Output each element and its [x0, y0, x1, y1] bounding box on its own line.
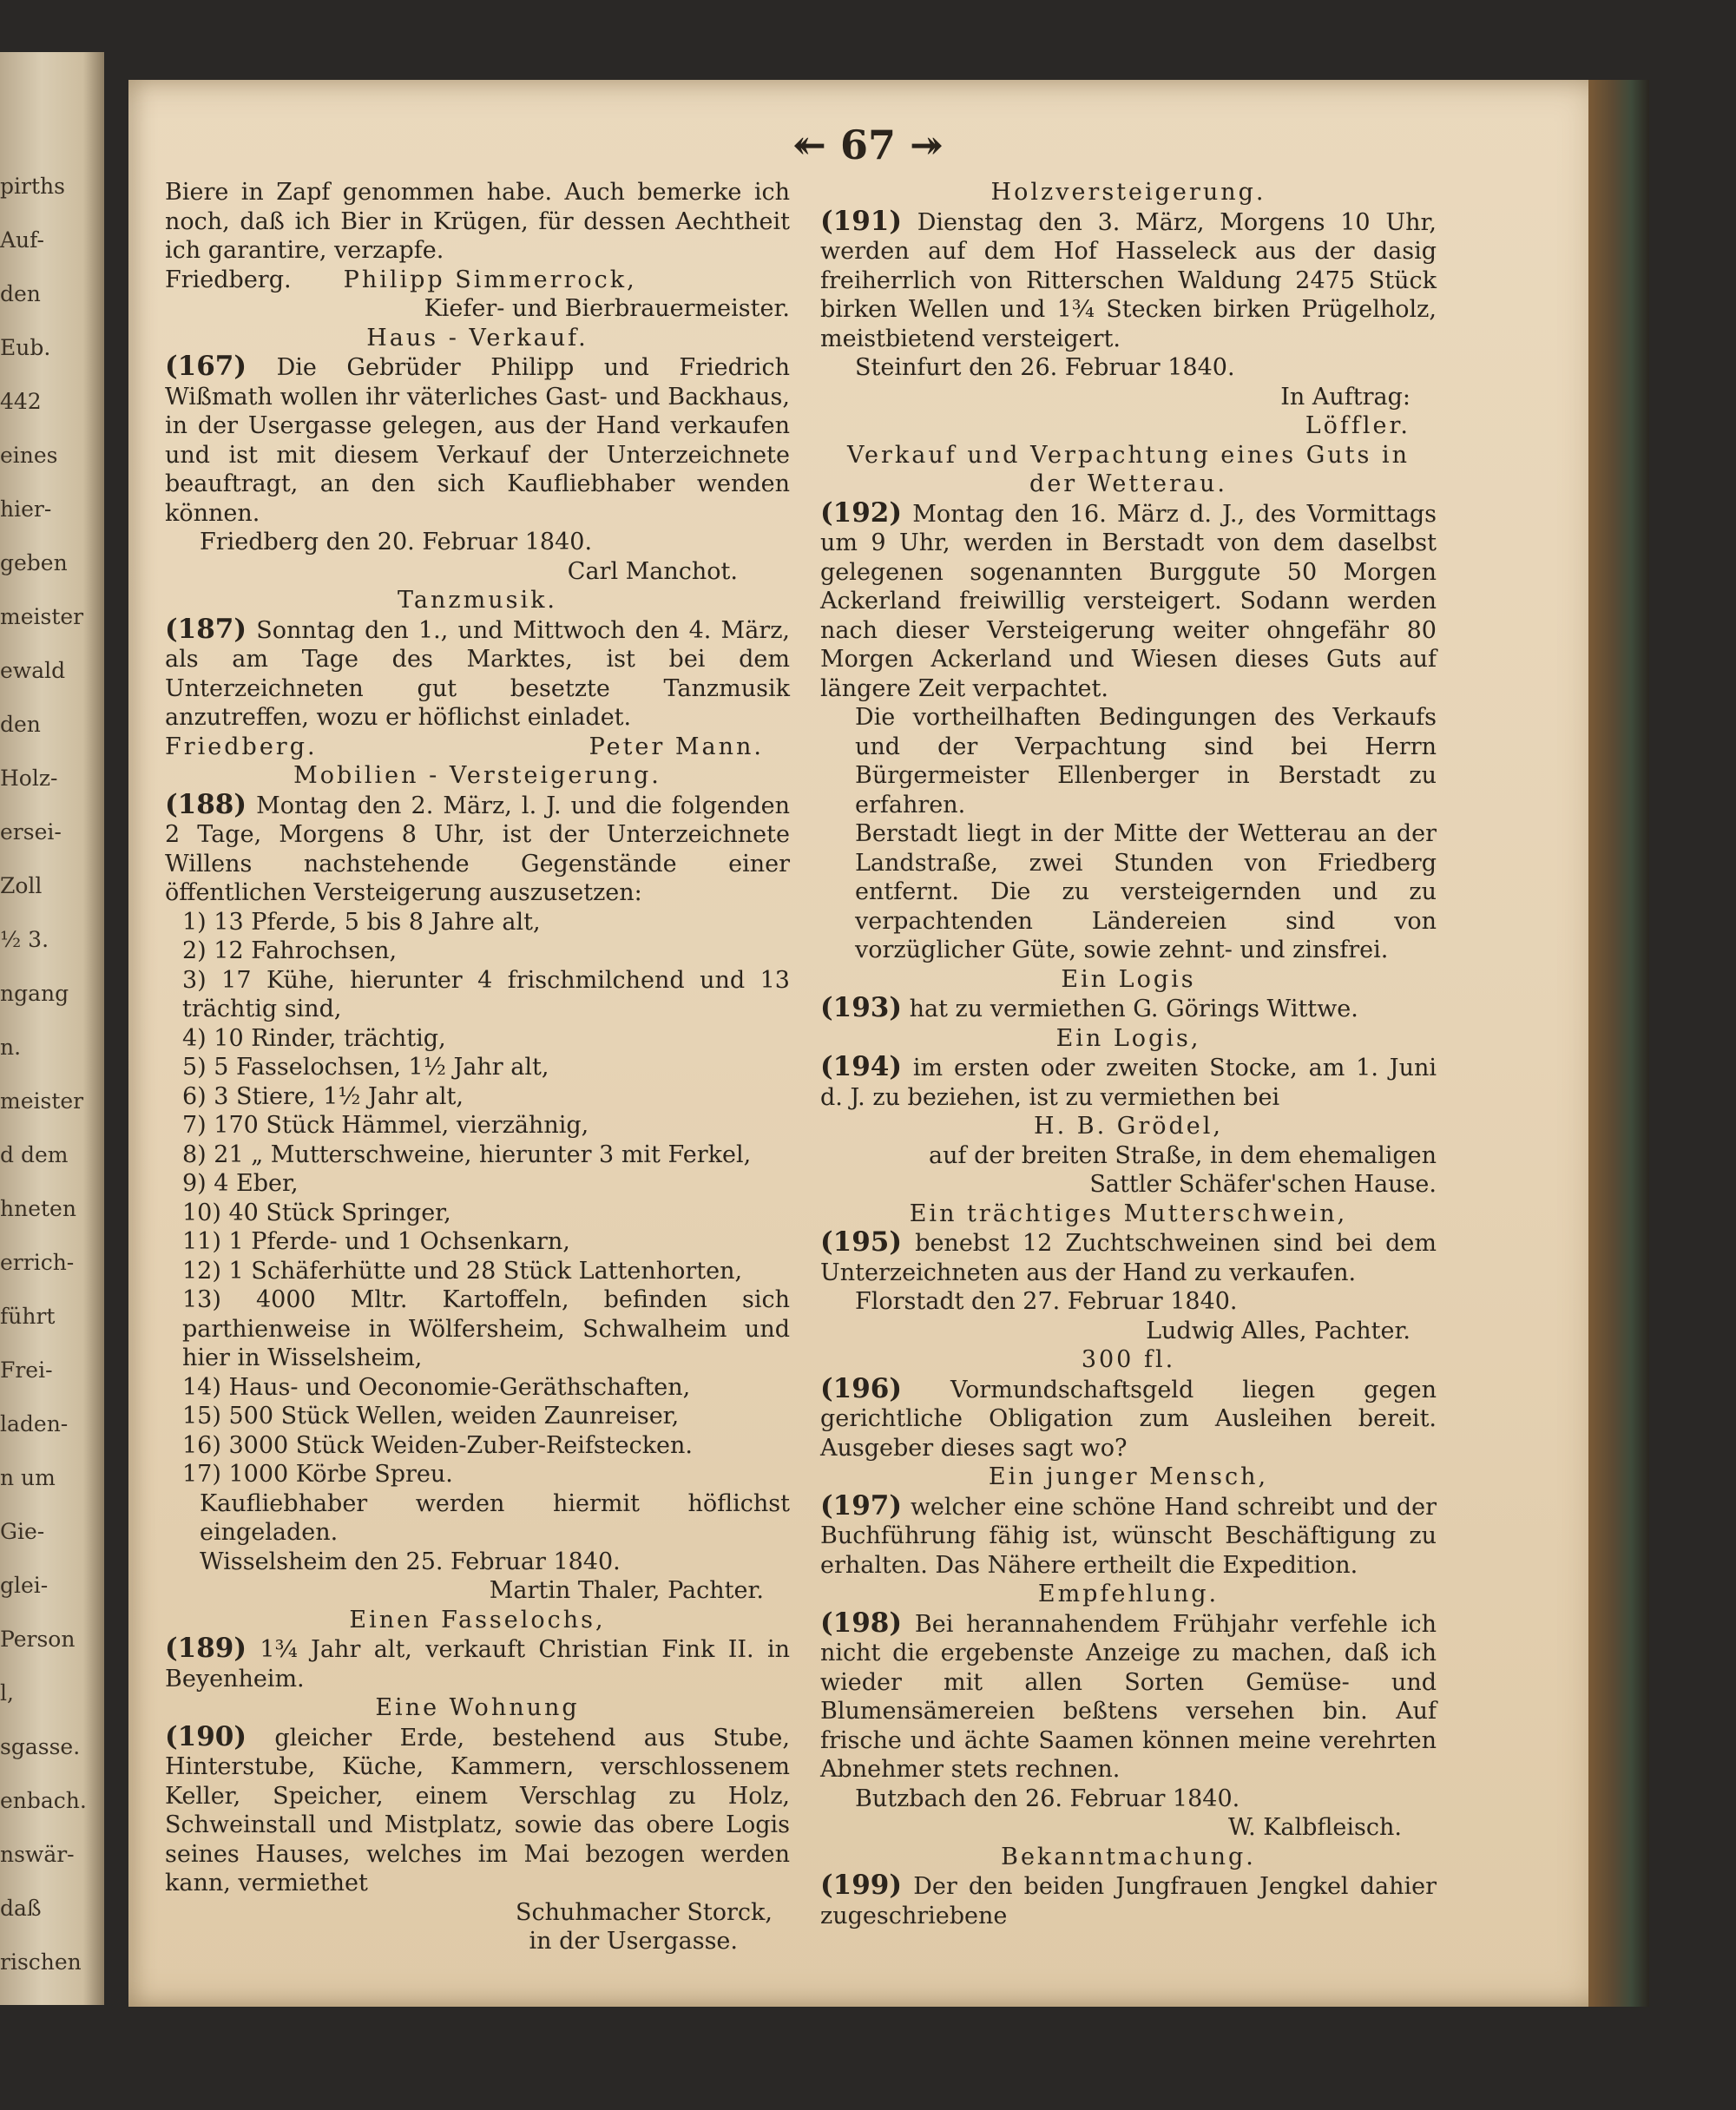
heading-mob: Mobilien - Versteigerung. [293, 762, 661, 789]
adjacent-page-fragment: ½ 3. [0, 927, 49, 952]
heading-bek: Bekanntmachung. [1001, 1843, 1256, 1870]
adjacent-page-fragment: Frei- [0, 1357, 53, 1383]
heading-empf: Empfehlung. [1037, 1581, 1220, 1607]
sign-190-place: in der Usergasse. [529, 1928, 738, 1955]
adjacent-page-fragment: n. [0, 1035, 22, 1060]
list-item: 17) 1000 Körbe Spreu. [182, 1461, 453, 1488]
list-item: 13) 4000 Mltr. Kartoffeln, befinden sich parthienweise in Wölfersheim, Schwalheim und hier in Wisselsheim, [182, 1286, 790, 1371]
adjacent-page-fragment: glei- [0, 1573, 49, 1598]
adjacent-page-fragment: sgasse. [0, 1734, 81, 1759]
list-item: 16) 3000 Stück Weiden-Zuber-Reifstecken. [182, 1431, 694, 1459]
adjacent-page-fragment: enbach. [0, 1788, 87, 1813]
adjacent-page-fragment: eines [0, 443, 58, 468]
list-item: 2) 12 Fahrochsen, [182, 937, 398, 964]
adjacent-page-fragment: Zoll [0, 873, 43, 898]
list-item: 6) 3 Stiere, 1½ Jahr alt, [182, 1082, 464, 1110]
list-item: 7) 170 Stück Hämmel, vierzähnig, [182, 1112, 589, 1139]
notice-197: (197) welcher eine schöne Hand schreibt und der Buchführung fähig ist, wünscht Beschäftigung zu erhalten. Das Nähere ertheilt die Expedition. [820, 1489, 1437, 1579]
heading-mensch: Ein junger Mensch, [988, 1463, 1269, 1490]
intro-title: Kiefer- und Bierbrauermeister. [424, 295, 790, 322]
adjacent-page-fragment: laden- [0, 1411, 69, 1436]
list-item: 14) Haus- und Oeconomie-Geräthschaften, [182, 1373, 691, 1401]
left-column [165, 178, 790, 1956]
adjacent-page-fragment: den [0, 281, 41, 306]
heading-haus: Haus - Verkauf. [366, 324, 589, 352]
notice-192: (192) Montag den 16. März d. J., des Vormittags um 9 Uhr, werden in Berstadt von dem daselbst gelegenen sogenannten Burggute 50 Morgen Ackerland freiwillig versteigert. Sodann werden nach dieser Versteigerung weiter ohngefähr 80 Morgen Ackerland und Wiesen dieses Guts auf längere Zeit verpachtet. [820, 496, 1437, 702]
notice-195: (195) benebst 12 Zuchtschweinen sind bei dem Unterzeichneten aus der Hand zu verkaufen. [820, 1226, 1437, 1286]
list-item: 5) 5 Fasselochsen, 1½ Jahr alt, [182, 1054, 549, 1081]
adjacent-page-fragment: den [0, 712, 41, 737]
notice-196: (196) Vormundschaftsgeld liegen gegen gerichtliche Obligation zum Ausleihen bereit. Ausgeber dieses sagt wo? [820, 1372, 1437, 1462]
adjacent-page-fragment: hneten [0, 1196, 76, 1221]
notice-192-b: Die vortheilhaften Bedingungen des Verkaufs und der Verpachtung sind bei Herrn Bürgermeister Ellenberger in Berstadt zu erfahren. [855, 704, 1437, 818]
adjacent-page-fragment: daß [0, 1896, 42, 1921]
notice-189: (189) 1¾ Jahr alt, verkauft Christian Fink II. in Beyenheim. [165, 1633, 790, 1693]
sign-194: H. B. Grödel, [1034, 1113, 1223, 1140]
adjacent-page-fragment: rischen [0, 1949, 82, 1975]
adjacent-page-fragment: ersei- [0, 819, 62, 845]
list-item: 1) 13 Pferde, 5 bis 8 Jahre alt, [182, 908, 541, 936]
heading-verk: Verkauf und Verpachtung eines Guts in der Wetterau. [847, 441, 1410, 497]
adjacent-page-fragment: meister [0, 604, 84, 629]
adjacent-page-fragment: l, [0, 1680, 14, 1706]
adjacent-page-fragment: pirths [0, 174, 65, 199]
notice-194: (194) im ersten oder zweiten Stocke, am 1. Juni d. J. zu beziehen, ist zu vermiethen bei [820, 1051, 1437, 1111]
sign-191: Löffler. [1305, 412, 1410, 439]
adjacent-page-fragment: n um [0, 1465, 56, 1490]
heading-wohn: Eine Wohnung [375, 1694, 580, 1721]
date-191: Steinfurt den 26. Februar 1840. [855, 354, 1235, 381]
notice-167: (167) Die Gebrüder Philipp und Friedrich Wißmath wollen ihr väterliches Gast- und Backhaus, in der Usergasse gelegen, aus der Hand verkaufen und ist mit diesem Verkauf der Unterzeichnete beauftragt, an den sich Kaufliebhaber wenden können. [165, 351, 790, 527]
notice-188: (188) Montag den 2. März, l. J. und die folgenden 2 Tage, Morgens 8 Uhr, ist der Unterzeichnete Willens nachstehende Gegenstände einer öffentlichen Versteigerung auszusetzen: [165, 788, 790, 906]
notice-192-c: Berstadt liegt in der Mitte der Wetterau an der Landstraße, zwei Stunden von Friedberg entfernt. Die zu versteigernden und zu verpachtenden Ländereien sind von vorzüglicher Güte, sowie zehnt- und zinsfrei. [855, 820, 1437, 963]
notice-199: (199) Der den beiden Jungfrauen Jengkel dahier zugeschriebene [820, 1870, 1437, 1929]
page-number: ↞ 67 ↠ [792, 122, 944, 168]
sign-194-place: auf der breiten Straße, in dem ehemaligen Sattler Schäfer'schen Hause. [929, 1141, 1437, 1198]
list-item: 4) 10 Rinder, trächtig, [182, 1024, 446, 1052]
adjacent-page-fragment: Eub. [0, 335, 51, 360]
notice-190: (190) gleicher Erde, bestehend aus Stube, Hinterstube, Küche, Kammern, verschlossenem Keller, Speicher, einem Verschlag zu Holz, Schweinstall und Mistplatz, sowie das obere Logis seines Hauses, welches im Mai bezogen werden kann, vermiethet [165, 1720, 790, 1896]
adjacent-page-fragment: Person [0, 1627, 76, 1652]
adjacent-page-fragment: 442 [0, 389, 42, 414]
adjacent-page-fragment: Gie- [0, 1519, 45, 1544]
heading-fass: Einen Fasselochs, [349, 1606, 606, 1633]
auftrag-191: In Auftrag: [1280, 383, 1410, 411]
list-item: 8) 21 „ Mutterschweine, hierunter 3 mit Ferkel, [182, 1140, 752, 1168]
adjacent-page-fragment: nswär- [0, 1842, 75, 1867]
intro-text: Biere in Zapf genommen habe. Auch bemerke ich noch, daß ich Bier in Krügen, für dessen Aechtheit ich garantire, verzapfe. [165, 179, 790, 264]
list-item: 10) 40 Stück Springer, [182, 1199, 451, 1226]
book-edge [1588, 80, 1649, 2007]
sign-195: Ludwig Alles, Pachter. [1146, 1317, 1410, 1344]
adjacent-page-fragment: meister [0, 1088, 84, 1114]
adjacent-page-fragment: d dem [0, 1142, 69, 1167]
adjacent-page-edge [0, 52, 104, 2005]
adjacent-page-fragment: ewald [0, 658, 66, 683]
date-198: Butzbach den 26. Februar 1840. [855, 1785, 1240, 1812]
adjacent-page-fragment: Auf- [0, 227, 44, 253]
list-item: 9) 4 Eber, [182, 1170, 299, 1197]
adjacent-page-fragment: geben [0, 550, 68, 575]
adjacent-page-fragment: hier- [0, 496, 52, 522]
heading-log1: Ein Logis [1061, 965, 1196, 993]
list-item: 12) 1 Schäferhütte und 28 Stück Lattenhorten, [182, 1257, 743, 1285]
intro-signature: Friedberg. Philipp Simmerrock, [165, 266, 637, 293]
heading-log2: Ein Logis, [1055, 1024, 1201, 1052]
adjacent-page-fragment: führt [0, 1304, 56, 1329]
date-188: Wisselsheim den 25. Februar 1840. [200, 1548, 621, 1575]
date-195: Florstadt den 27. Februar 1840. [855, 1288, 1238, 1315]
notice-191: (191) Dienstag den 3. März, Morgens 10 Uhr, werden auf dem Hof Hasseleck aus der dasig freiherrlich von Ritterschen Waldung 2475 Stück birken Wellen und 1¾ Stecken birken Prügelholz, meistbietend versteigert. [820, 205, 1437, 352]
heading-mutt: Ein trächtiges Mutterschwein, [909, 1200, 1348, 1227]
adjacent-page-fragment: ngang [0, 981, 69, 1006]
list-item: 11) 1 Pferde- und 1 Ochsenkarn, [182, 1228, 570, 1255]
date-167: Friedberg den 20. Februar 1840. [200, 529, 593, 555]
heading-tanz: Tanzmusik. [397, 587, 558, 614]
notice-198: (198) Bei herannahendem Frühjahr verfehle ich nicht die ergebenste Anzeige zu machen, daß ich wieder mit allen Sorten Gemüse- und Blumensämereien beßtens versehen bin. Auf frische und ächte Saamen können meine verehrten Abnehmer stets rechnen. [820, 1607, 1437, 1783]
invite-188: Kaufliebhaber werden hiermit höflichst eingeladen. [200, 1489, 790, 1546]
sign-187: Friedberg. Peter Mann. [165, 733, 764, 760]
sign-198: W. Kalbfleisch. [1228, 1814, 1402, 1841]
adjacent-page-fragment: Holz- [0, 766, 58, 791]
adjacent-page-fragment: errich- [0, 1250, 75, 1275]
notice-187: (187) Sonntag den 1., und Mittwoch den 4. März, als am Tage des Marktes, ist bei dem Unterzeichneten gut besetzte Tanzmusik anzutreffen, wozu er höflichst einladet. [165, 613, 791, 731]
heading-holz: Holzversteigerung. [990, 179, 1266, 206]
sign-167: Carl Manchot. [567, 557, 738, 585]
sign-190: Schuhmacher Storck, [515, 1898, 773, 1926]
notice-193: (193) hat zu vermiethen G. Görings Wittwe. [820, 992, 1358, 1023]
item-list [165, 908, 790, 1489]
heading-300: 300 fl. [1081, 1346, 1176, 1373]
right-column [820, 178, 1437, 1930]
list-item: 15) 500 Stück Wellen, weiden Zaunreiser, [182, 1403, 680, 1430]
list-item: 3) 17 Kühe, hierunter 4 frischmilchend und 13 trächtig sind, [182, 966, 790, 1022]
sign-188: Martin Thaler, Pachter. [489, 1577, 764, 1604]
